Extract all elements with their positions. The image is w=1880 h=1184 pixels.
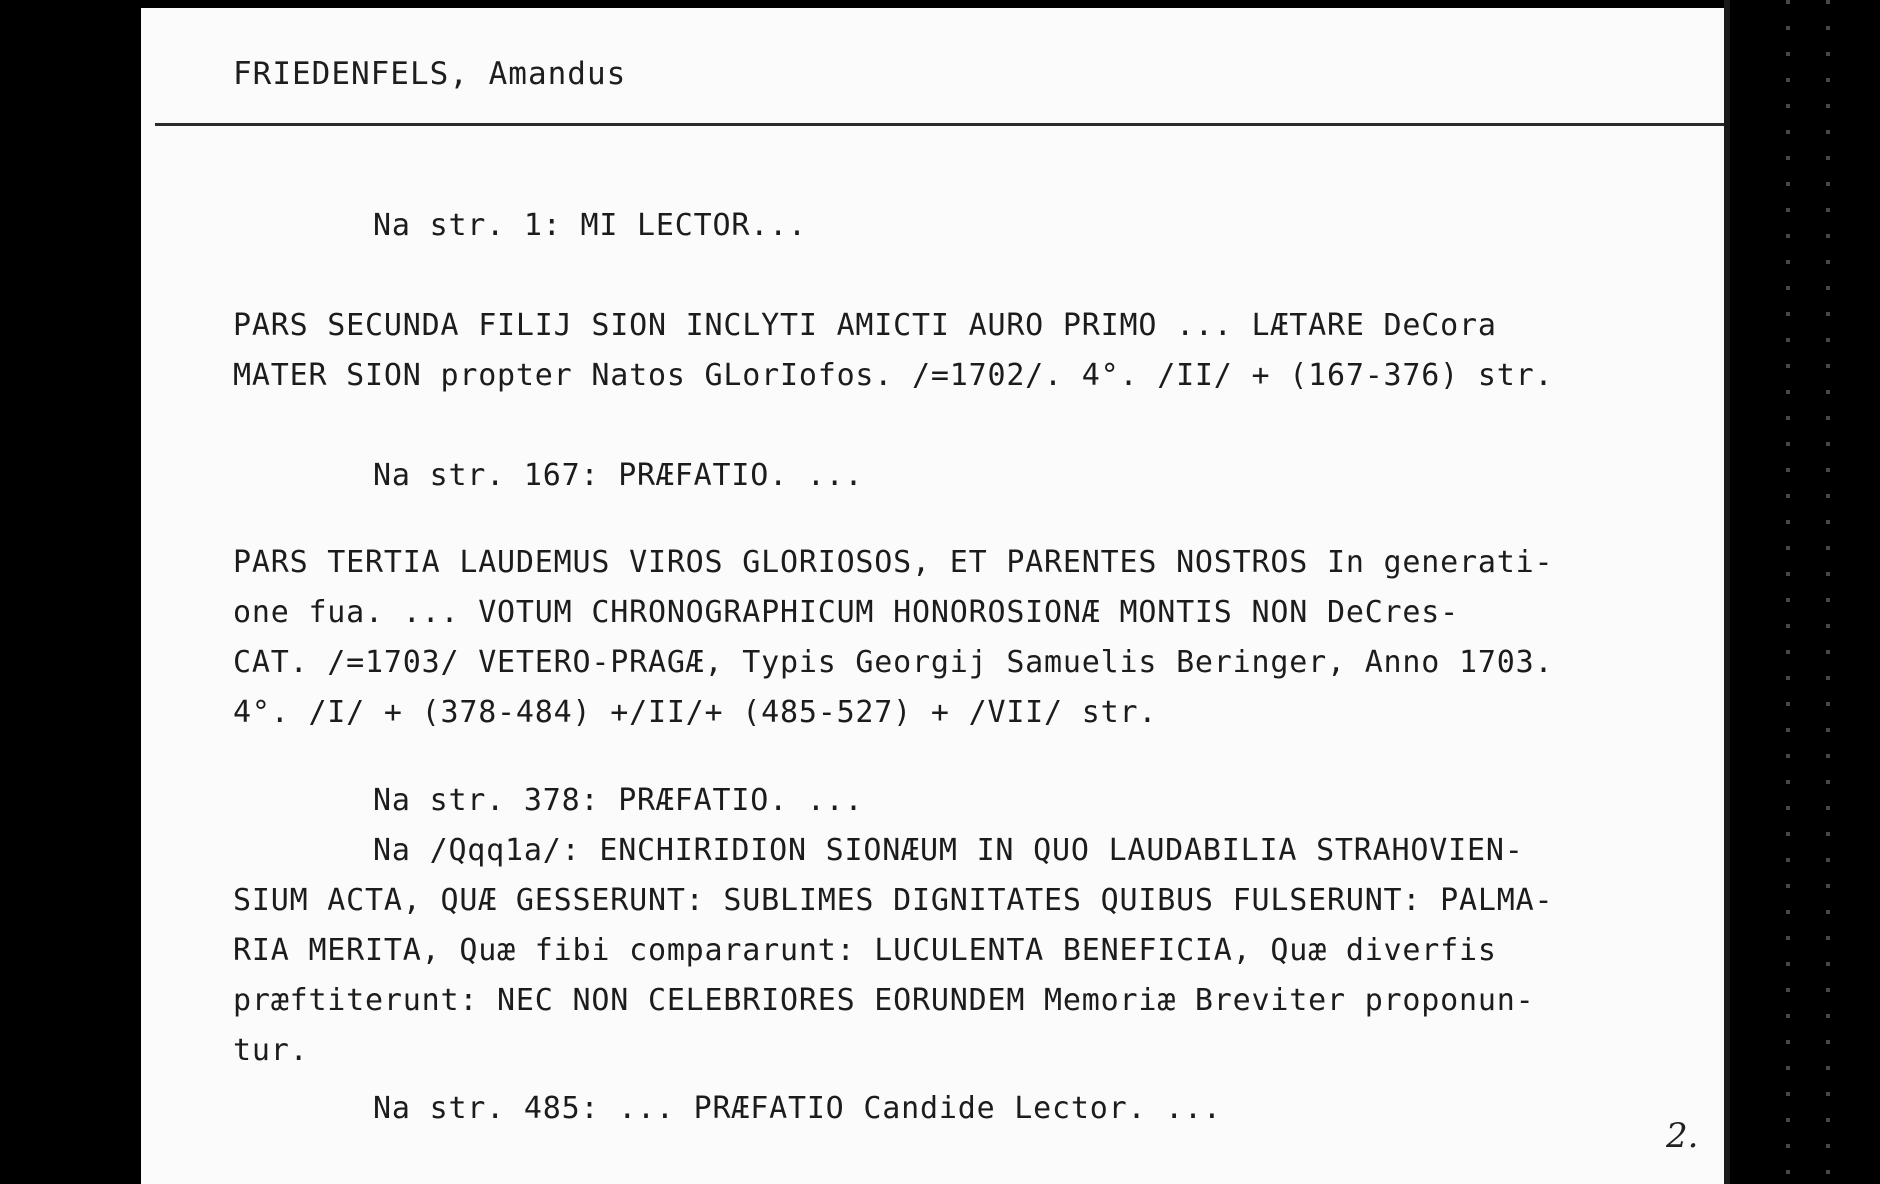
text-line-10: Na /Qqq1a/: ENCHIRIDION SIONÆUM IN QUO LAUDABILIA STRAHOVIEN- [373,833,1524,868]
text-line-5: PARS TERTIA LAUDEMUS VIROS GLORIOSOS, ET PARENTES NOSTROS In generati- [233,545,1554,580]
text-line-12: RIA MERITA, Quæ fibi compararunt: LUCULENTA BENEFICIA, Quæ diverfis [233,933,1497,968]
text-line-14: tur. [233,1033,309,1068]
text-line-7: CAT. /=1703/ VETERO-PRAGÆ, Typis Georgij Samuelis Beringer, Anno 1703. [233,645,1554,680]
text-line-2: PARS SECUNDA FILIJ SION INCLYTI AMICTI AURO PRIMO ... LÆTARE DeCora [233,308,1497,343]
text-line-4: Na str. 167: PRÆFATIO. ... [373,458,864,493]
card-edge [1724,0,1730,1184]
catalog-card [141,8,1724,1184]
card-heading: FRIEDENFELS, Amandus [233,56,627,92]
heading-rule [155,123,1724,126]
text-line-1: Na str. 1: MI LECTOR... [373,208,807,243]
text-line-13: præftiterunt: NEC NON CELEBRIORES EORUNDEM Memoriæ Breviter proponun- [233,983,1535,1018]
text-line-15: Na str. 485: ... PRÆFATIO Candide Lector. ... [373,1091,1222,1126]
page-number: 2. [1666,1116,1699,1156]
text-line-11: SIUM ACTA, QUÆ GESSERUNT: SUBLIMES DIGNITATES QUIBUS FULSERUNT: PALMA- [233,883,1554,918]
text-line-3: MATER SION propter Natos GLorIofos. /=1702/. 4°. /II/ + (167-376) str. [233,358,1554,393]
text-line-8: 4°. /I/ + (378-484) +/II/+ (485-527) + /VII/ str. [233,695,1158,730]
text-line-9: Na str. 378: PRÆFATIO. ... [373,783,864,818]
text-line-6: one fua. ... VOTUM CHRONOGRAPHICUM HONOROSIONÆ MONTIS NON DeCres- [233,595,1459,630]
film-perforation [1786,0,1790,1184]
film-perforation [1826,0,1830,1184]
